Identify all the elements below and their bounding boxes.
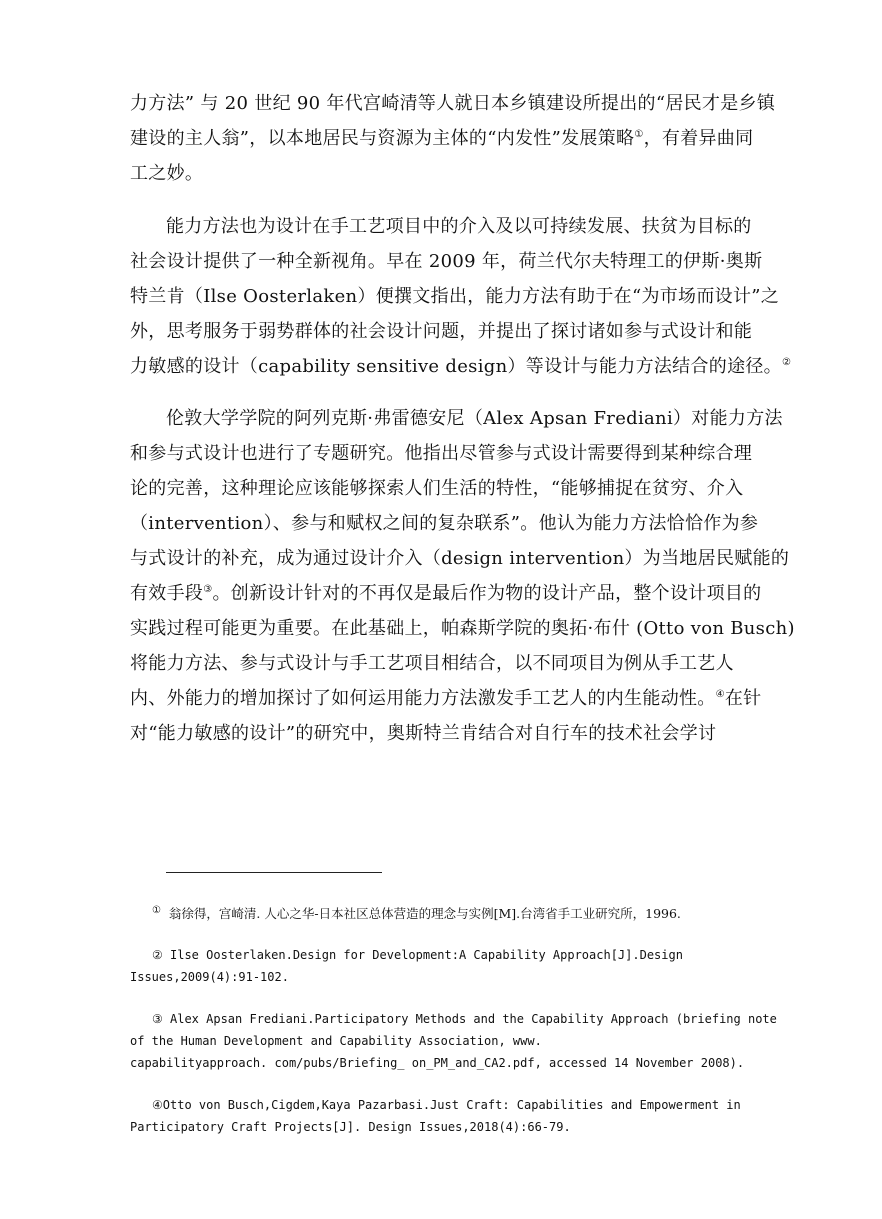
footnote-text: Alex Apsan Frediani.Participatory Methods and the Capability Approach (briefing note bbox=[170, 1012, 777, 1026]
text-segment: 力敏感的设计（capability sensitive design）等设计与能力方法结合的途径。 bbox=[130, 356, 782, 377]
text-line: 论的完善，这种理论应该能够探索人们生活的特性，“能够捕捉在贫穷、介入 bbox=[130, 478, 744, 499]
text-line: 将能力方法、参与式设计与手工艺项目相结合，以不同项目为例从手工艺人 bbox=[130, 653, 734, 674]
text-line: 力方法” 与 20 世纪 90 年代宫崎清等人就日本乡镇建设所提出的“居民才是乡镇 bbox=[130, 93, 776, 114]
text-segment: 。创新设计针对的不再仅是最后作为物的设计产品，整个设计项目的 bbox=[212, 583, 762, 604]
text-line: 和参与式设计也进行了专题研究。他指出尽管参与式设计需要得到某种综合理 bbox=[130, 443, 753, 464]
text-line: 社会设计提供了一种全新视角。早在 2009 年，荷兰代尔夫特理工的伊斯·奥斯 bbox=[130, 251, 763, 272]
footnote-text: Otto von Busch,Cigdem,Kaya Pazarbasi.Just Craft: Capabilities and Empowerment in bbox=[162, 1098, 741, 1112]
footnote-1 bbox=[130, 903, 755, 925]
footnote-2 bbox=[130, 944, 755, 988]
paragraph-1 bbox=[130, 86, 776, 191]
text-line: 与式设计的补充，成为通过设计介入（design intervention）为当地居民赋能的 bbox=[130, 548, 790, 569]
text-segment: ，有着异曲同 bbox=[643, 128, 754, 149]
text-segment: 内、外能力的增加探讨了如何运用能力方法激发手工艺人的内生能动性。 bbox=[130, 688, 716, 709]
footnote-3 bbox=[130, 1008, 777, 1074]
footnote-line: capabilityapproach. com/pubs/Briefing_ on_PM_and_CA2.pdf, accessed 14 November 2008). bbox=[130, 1056, 745, 1070]
footnote-mark: ③ bbox=[152, 1012, 163, 1026]
text-segment: 建设的主人翁”，以本地居民与资源为主体的“内发性”发展策略 bbox=[130, 128, 635, 149]
footnote-ref-3[interactable]: ③ bbox=[203, 584, 213, 595]
text-line bbox=[130, 576, 762, 611]
text-segment: 在针 bbox=[724, 688, 762, 709]
text-line: 能力方法也为设计在手工艺项目中的介入及以可持续发展、扶贫为目标的 bbox=[166, 216, 752, 237]
footnote-line: of the Human Development and Capability Association, www. bbox=[130, 1034, 542, 1048]
paragraph-3 bbox=[130, 401, 795, 751]
paragraph-2 bbox=[130, 209, 792, 384]
footnote-line bbox=[130, 903, 755, 925]
footnote-mark: ④ bbox=[152, 1098, 163, 1112]
text-line bbox=[130, 121, 752, 156]
footnote-ref-2[interactable]: ② bbox=[781, 357, 792, 368]
footnote-line: Participatory Craft Projects[J]. Design Issues,2018(4):66-79. bbox=[130, 1120, 571, 1134]
footnote-ref-4[interactable]: ④ bbox=[715, 689, 725, 700]
footnote-mark: ② bbox=[152, 948, 163, 962]
footnote-separator bbox=[166, 872, 382, 873]
footnote-text: Ilse Oosterlaken.Design for Development:A Capability Approach[J].Design bbox=[170, 948, 683, 962]
text-line: 实践过程可能更为重要。在此基础上，帕森斯学院的奥拓·布什 (Otto von Busch) bbox=[130, 618, 795, 639]
text-line: 对“能力敏感的设计”的研究中，奥斯特兰肯结合对自行车的技术社会学讨 bbox=[130, 723, 717, 744]
footnote-line: Issues,2009(4):91-102. bbox=[130, 970, 289, 984]
text-segment: 有效手段 bbox=[130, 583, 204, 604]
text-line: 外，思考服务于弱势群体的社会设计问题，并提出了探讨诸如参与式设计和能 bbox=[130, 321, 753, 342]
footnote-4 bbox=[130, 1094, 755, 1138]
footnote-line bbox=[130, 1094, 755, 1116]
text-line: 伦敦大学学院的阿列克斯·弗雷德安尼（Alex Apsan Frediani）对能力方法 bbox=[166, 408, 783, 429]
text-line: （intervention）、参与和赋权之间的复杂联系”。他认为能力方法恰恰作为参 bbox=[130, 513, 759, 534]
footnote-ref-1[interactable]: ① bbox=[634, 129, 644, 140]
footnote-mark: ① bbox=[152, 904, 161, 916]
footnote-text: 翁徐得，宫崎清. 人心之华-日本社区总体营造的理念与实例[M].台湾省手工业研究所，1996. bbox=[168, 906, 681, 921]
text-line bbox=[130, 349, 792, 384]
footnote-line bbox=[130, 944, 755, 966]
text-line bbox=[130, 681, 762, 716]
text-line: 特兰肯（Ilse Oosterlaken）便撰文指出，能力方法有助于在“为市场而设计”之 bbox=[130, 286, 780, 307]
text-line: 工之妙。 bbox=[130, 163, 204, 184]
footnote-line bbox=[130, 1008, 777, 1030]
